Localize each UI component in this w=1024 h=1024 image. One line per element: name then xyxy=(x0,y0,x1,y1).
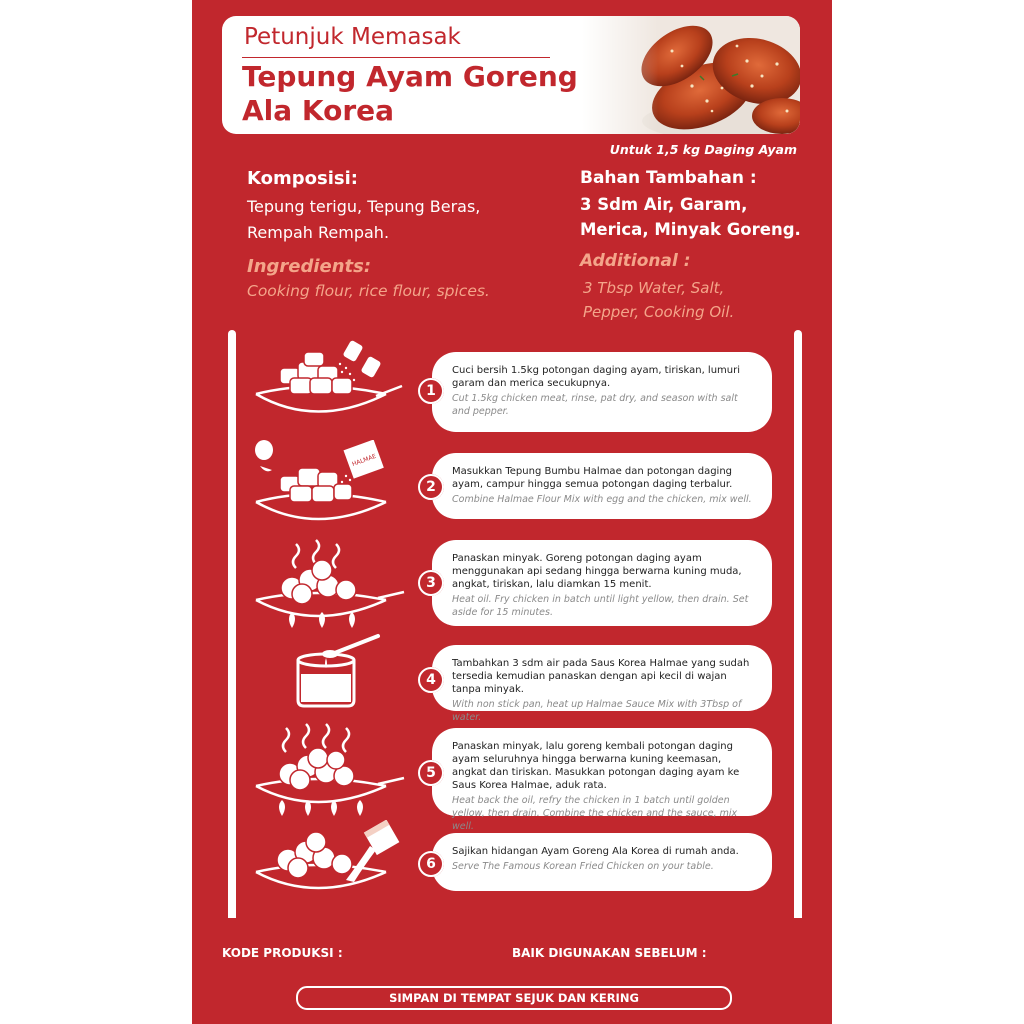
step-card-5 xyxy=(432,728,772,832)
composition-line2: Rempah Rempah. xyxy=(247,223,390,242)
step-card-2 xyxy=(432,453,772,519)
ingredients-text: Cooking flour, rice flour, spices. xyxy=(247,282,490,300)
additional-line2: Merica, Minyak Goreng. xyxy=(580,220,801,239)
header-card xyxy=(222,16,800,134)
step2-id-text: Masukkan Tepung Bumbu Halmae dan potongan daging ayam, campur hingga semua potongan daging terbalur. xyxy=(452,466,733,490)
step4-en-text: With non stick pan, heat up Halmae Sauce Mix with 3Tbsp of water. xyxy=(452,699,742,723)
ingredients-title: Ingredients: xyxy=(247,256,372,277)
additional-en-title: Additional : xyxy=(580,251,691,271)
step-card-1 xyxy=(432,352,772,432)
step2-en-text: Combine Halmae Flour Mix with egg and the chicken, mix well. xyxy=(452,494,752,505)
product-title xyxy=(242,60,578,128)
steps-frame xyxy=(228,330,802,918)
header-subtitle: Petunjuk Memasak xyxy=(244,24,461,50)
step3-badge xyxy=(418,570,444,596)
step6-illustration xyxy=(246,820,406,900)
step5-badge xyxy=(418,760,444,786)
additional-text xyxy=(580,192,801,242)
step6-badge xyxy=(418,851,444,877)
composition-title: Komposisi: xyxy=(247,168,358,189)
composition-text xyxy=(247,194,480,246)
step1-badge xyxy=(418,378,444,404)
step3-illustration xyxy=(246,536,406,632)
step6-en-text: Serve The Famous Korean Fried Chicken on your table. xyxy=(452,861,714,872)
step4-id-text: Tambahkan 3 sdm air pada Saus Korea Halmae yang sudah tersedia kemudian panaskan dengan api kecil di wajan tanpa minyak. xyxy=(452,658,750,695)
step4-badge xyxy=(418,667,444,693)
fried-chicken-photo xyxy=(582,16,800,134)
step4-text xyxy=(452,657,756,724)
step4-number: 4 xyxy=(418,667,444,693)
additional-en-line2: Pepper, Cooking Oil. xyxy=(583,303,735,321)
step2-illustration xyxy=(246,440,406,528)
additional-title: Bahan Tambahan : xyxy=(580,168,757,188)
step3-id-text: Panaskan minyak. Goreng potongan daging ayam menggunakan api sedang hingga berwarna kuning muda, angkat, tiriskan, lalu diamkan 15 menit. xyxy=(452,553,742,590)
step5-en-text: Heat back the oil, refry the chicken in 1 batch until golden yellow, then drain. Combine the chicken and the sauce, mix well. xyxy=(452,795,738,832)
step2-badge xyxy=(418,474,444,500)
step6-text xyxy=(452,845,756,873)
header-divider xyxy=(242,57,550,58)
best-before-label: BAIK DIGUNAKAN SEBELUM : xyxy=(512,946,707,960)
step1-illustration xyxy=(246,334,406,420)
additional-line1: 3 Sdm Air, Garam, xyxy=(580,195,748,214)
step1-en-text: Cut 1.5kg chicken meat, rinse, pat dry, and season with salt and pepper. xyxy=(452,393,738,417)
step1-text xyxy=(452,364,756,418)
halmae-packet-label: HALMAE xyxy=(351,452,378,469)
step2-text xyxy=(452,465,756,506)
step5-illustration xyxy=(246,720,406,820)
step5-text xyxy=(452,740,756,833)
step2-number: 2 xyxy=(418,474,444,500)
portion-note: Untuk 1,5 kg Daging Ayam xyxy=(609,142,797,157)
step-card-3 xyxy=(432,540,772,626)
storage-instruction: SIMPAN DI TEMPAT SEJUK DAN KERING xyxy=(296,986,732,1010)
packaging-panel xyxy=(192,0,832,1024)
step3-text xyxy=(452,552,756,619)
step1-id-text: Cuci bersih 1.5kg potongan daging ayam, tiriskan, lumuri garam dan merica secukupnya. xyxy=(452,365,741,389)
composition-line1: Tepung terigu, Tepung Beras, xyxy=(247,197,481,216)
step3-number: 3 xyxy=(418,570,444,596)
step6-id-text: Sajikan hidangan Ayam Goreng Ala Korea di rumah anda. xyxy=(452,846,739,857)
product-title-line2: Ala Korea xyxy=(242,94,395,127)
step1-number: 1 xyxy=(418,378,444,404)
step-card-4 xyxy=(432,645,772,723)
step4-illustration xyxy=(246,630,406,710)
additional-en-text xyxy=(583,276,734,324)
frame-rail-right xyxy=(794,330,802,918)
step6-number: 6 xyxy=(418,851,444,877)
step3-en-text: Heat oil. Fry chicken in batch until light yellow, then drain. Set aside for 15 minutes. xyxy=(452,594,749,618)
step5-number: 5 xyxy=(418,760,444,786)
step5-id-text: Panaskan minyak, lalu goreng kembali potongan daging ayam seluruhnya hingga berwarna kuning keemasan, angkat dan tiriskan. Masukkan potongan daging ayam ke Saus Korea Halmae, aduk rata. xyxy=(452,741,740,791)
frame-rail-left xyxy=(228,330,236,918)
additional-en-line1: 3 Tbsp Water, Salt, xyxy=(583,279,725,297)
product-title-line1: Tepung Ayam Goreng xyxy=(242,60,578,93)
step-card-6 xyxy=(432,833,772,891)
production-code-label: KODE PRODUKSI : xyxy=(222,946,343,960)
